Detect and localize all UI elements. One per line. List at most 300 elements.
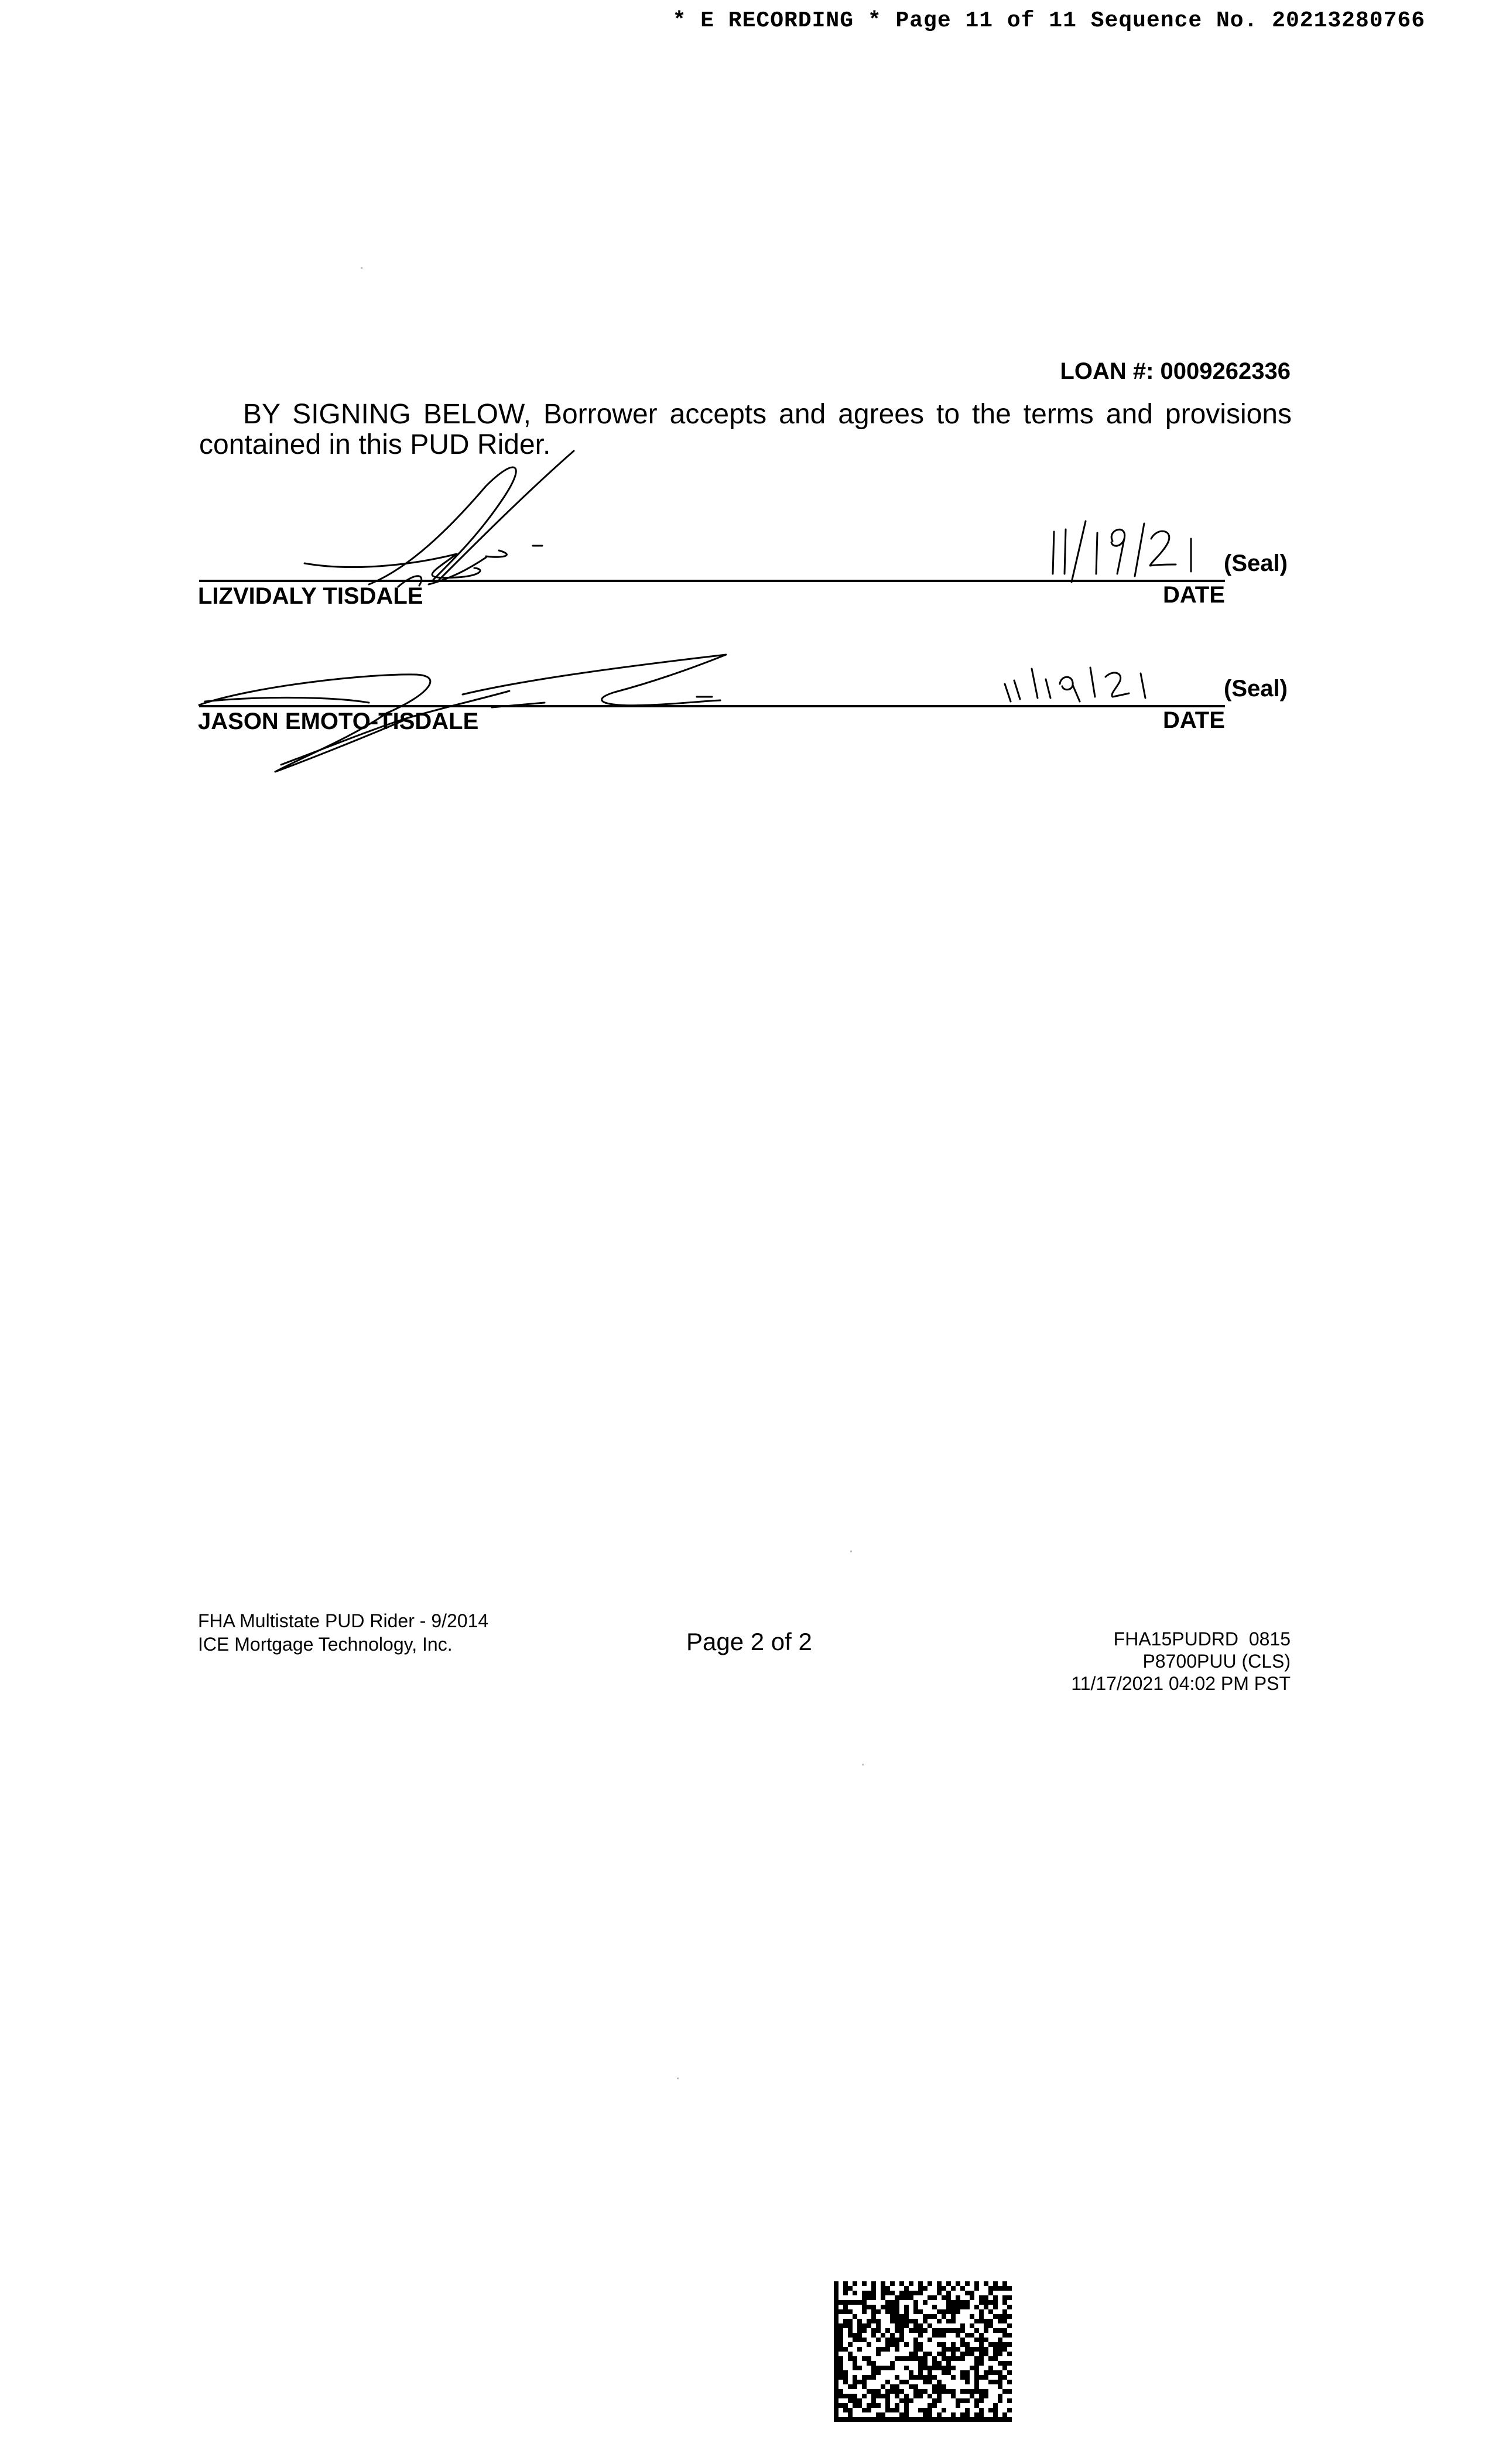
barcode-module: [871, 2291, 876, 2295]
barcode-module: [974, 2347, 979, 2352]
barcode-module: [928, 2417, 932, 2422]
barcode-module: [984, 2417, 988, 2422]
barcode-module: [918, 2323, 923, 2328]
barcode-module: [932, 2375, 937, 2380]
barcode-module: [960, 2305, 965, 2309]
barcode-module: [1002, 2412, 1007, 2417]
barcode-module: [862, 2281, 867, 2286]
barcode-module: [885, 2300, 890, 2305]
barcode-module: [979, 2347, 984, 2352]
barcode-module: [848, 2417, 853, 2422]
barcode-module: [913, 2342, 918, 2347]
barcode-module: [881, 2281, 885, 2286]
barcode-module: [928, 2412, 932, 2417]
barcode-module: [885, 2417, 890, 2422]
barcode-module: [839, 2389, 843, 2394]
barcode-module: [942, 2417, 946, 2422]
barcode-module: [965, 2412, 970, 2417]
barcode-module: [960, 2323, 965, 2328]
barcode-module: [848, 2323, 853, 2328]
barcode-module: [899, 2295, 904, 2300]
barcode-module: [942, 2295, 946, 2300]
barcode-module: [993, 2300, 998, 2305]
barcode-module: [885, 2338, 890, 2342]
barcode-module: [956, 2305, 960, 2309]
barcode-module: [974, 2328, 979, 2333]
barcode-module: [839, 2338, 843, 2342]
barcode-module: [890, 2366, 895, 2370]
barcode-module: [998, 2361, 1002, 2366]
barcode-module: [876, 2309, 881, 2314]
barcode-module: [895, 2356, 899, 2361]
barcode-module: [881, 2333, 885, 2338]
barcode-module: [988, 2408, 993, 2412]
barcode-module: [848, 2342, 853, 2347]
barcode-module: [885, 2328, 890, 2333]
barcode-module: [951, 2366, 956, 2370]
barcode-module: [937, 2291, 942, 2295]
barcode-module: [834, 2417, 839, 2422]
barcode-module: [895, 2300, 899, 2305]
barcode-module: [867, 2319, 871, 2323]
barcode-module: [918, 2286, 923, 2291]
barcode-module: [974, 2370, 979, 2375]
barcode-module: [923, 2389, 928, 2394]
barcode-module: [965, 2417, 970, 2422]
barcode-module: [942, 2352, 946, 2356]
barcode-module: [984, 2323, 988, 2328]
barcode-module: [853, 2281, 857, 2286]
barcode-module: [951, 2319, 956, 2323]
barcode-module: [942, 2342, 946, 2347]
barcode-module: [1002, 2389, 1007, 2394]
barcode-module: [853, 2361, 857, 2366]
seal-label: (Seal): [1224, 676, 1288, 701]
barcode-module: [885, 2403, 890, 2408]
barcode-module: [946, 2417, 951, 2422]
barcode-module: [904, 2380, 909, 2384]
barcode-module: [918, 2389, 923, 2394]
barcode-module: [974, 2338, 979, 2342]
barcode-module: [932, 2356, 937, 2361]
barcode-module: [899, 2412, 904, 2417]
barcode-module: [928, 2403, 932, 2408]
barcode-module: [899, 2328, 904, 2333]
barcode-module: [843, 2300, 848, 2305]
barcode-module: [951, 2328, 956, 2333]
barcode-module: [871, 2314, 876, 2319]
barcode-module: [895, 2417, 899, 2422]
barcode-module: [867, 2342, 871, 2347]
barcode-module: [871, 2319, 876, 2323]
barcode-module: [984, 2305, 988, 2309]
barcode-module: [932, 2361, 937, 2366]
barcode-module: [984, 2370, 988, 2375]
barcode-module: [871, 2417, 876, 2422]
barcode-module: [857, 2300, 862, 2305]
barcode-module: [848, 2328, 853, 2333]
barcode-module: [1002, 2286, 1007, 2291]
barcode-module: [895, 2384, 899, 2389]
barcode-module: [965, 2389, 970, 2394]
barcode-module: [885, 2398, 890, 2403]
signature-jason-emoto-tisdale: [193, 644, 755, 785]
barcode-module: [1002, 2281, 1007, 2286]
barcode-module: [1002, 2366, 1007, 2370]
barcode-module: [951, 2309, 956, 2314]
barcode-module: [871, 2286, 876, 2291]
barcode-module: [923, 2361, 928, 2366]
barcode-module: [993, 2314, 998, 2319]
barcode-module: [946, 2319, 951, 2323]
barcode-module: [1002, 2342, 1007, 2347]
barcode-module: [909, 2281, 913, 2286]
barcode-module: [998, 2319, 1002, 2323]
barcode-module: [988, 2380, 993, 2384]
barcode-module: [998, 2286, 1002, 2291]
barcode-module: [853, 2384, 857, 2389]
barcode-module: [895, 2305, 899, 2309]
barcode-module: [834, 2408, 839, 2412]
barcode-module: [928, 2375, 932, 2380]
barcode-module: [834, 2361, 839, 2366]
barcode-module: [862, 2356, 867, 2361]
handwritten-date-1: [1042, 518, 1206, 588]
borrower-name: JASON EMOTO-TISDALE: [198, 709, 479, 734]
barcode-module: [937, 2380, 942, 2384]
barcode-module: [928, 2281, 932, 2286]
barcode-module: [951, 2305, 956, 2309]
barcode-module: [942, 2366, 946, 2370]
barcode-module: [960, 2389, 965, 2394]
barcode-module: [834, 2347, 839, 2352]
barcode-module: [848, 2384, 853, 2389]
barcode-module: [899, 2389, 904, 2394]
barcode-module: [988, 2370, 993, 2375]
barcode-module: [895, 2314, 899, 2319]
barcode-module: [993, 2408, 998, 2412]
barcode-module: [839, 2394, 843, 2398]
barcode-module: [848, 2309, 853, 2314]
barcode-module: [984, 2389, 988, 2394]
barcode-module: [1007, 2314, 1012, 2319]
barcode-module: [984, 2375, 988, 2380]
barcode-module: [843, 2323, 848, 2328]
barcode-module: [834, 2398, 839, 2403]
barcode-module: [839, 2366, 843, 2370]
barcode-module: [857, 2366, 862, 2370]
barcode-module: [904, 2356, 909, 2361]
barcode-module: [932, 2417, 937, 2422]
barcode-module: [998, 2352, 1002, 2356]
barcode-module: [843, 2375, 848, 2380]
barcode-module: [979, 2295, 984, 2300]
barcode-module: [956, 2309, 960, 2314]
barcode-module: [834, 2380, 839, 2384]
barcode-module: [918, 2408, 923, 2412]
barcode-module: [965, 2281, 970, 2286]
barcode-module: [876, 2352, 881, 2356]
barcode-module: [951, 2394, 956, 2398]
barcode-module: [834, 2338, 839, 2342]
barcode-module: [928, 2338, 932, 2342]
barcode-module: [951, 2375, 956, 2380]
barcode-module: [974, 2286, 979, 2291]
barcode-module: [946, 2347, 951, 2352]
barcode-module: [843, 2291, 848, 2295]
barcode-module: [839, 2356, 843, 2361]
barcode-module: [862, 2384, 867, 2389]
barcode-module: [998, 2384, 1002, 2389]
barcode-module: [895, 2408, 899, 2412]
barcode-module: [979, 2361, 984, 2366]
barcode-module: [895, 2342, 899, 2347]
barcode-module: [834, 2328, 839, 2333]
barcode-module: [853, 2314, 857, 2319]
barcode-module: [946, 2309, 951, 2314]
barcode-module: [853, 2291, 857, 2295]
seal-label: (Seal): [1224, 550, 1288, 576]
barcode-module: [1007, 2361, 1012, 2366]
barcode-module: [843, 2309, 848, 2314]
barcode-module: [881, 2286, 885, 2291]
barcode-module: [918, 2366, 923, 2370]
barcode-module: [876, 2370, 881, 2375]
barcode-module: [848, 2300, 853, 2305]
barcode-module: [834, 2300, 839, 2305]
barcode-module: [960, 2286, 965, 2291]
barcode-module: [993, 2347, 998, 2352]
barcode-module: [890, 2342, 895, 2347]
barcode-module: [998, 2328, 1002, 2333]
barcode-module: [974, 2375, 979, 2380]
barcode-module: [928, 2352, 932, 2356]
date-label: DATE: [1163, 707, 1225, 733]
barcode-module: [998, 2347, 1002, 2352]
barcode-module: [834, 2291, 839, 2295]
barcode-module: [951, 2352, 956, 2356]
barcode-module: [937, 2394, 942, 2398]
barcode-module: [1002, 2295, 1007, 2300]
barcode-module: [899, 2291, 904, 2295]
page-number: Page 2 of 2: [686, 1628, 812, 1655]
barcode-module: [834, 2370, 839, 2375]
barcode-module: [904, 2412, 909, 2417]
barcode-module: [937, 2333, 942, 2338]
barcode-module: [843, 2417, 848, 2422]
barcode-module: [839, 2347, 843, 2352]
barcode-module: [974, 2356, 979, 2361]
barcode-module: [862, 2300, 867, 2305]
barcode-module: [904, 2319, 909, 2323]
barcode-module: [984, 2347, 988, 2352]
barcode-module: [960, 2356, 965, 2361]
signature-lizvidaly-tisdale: [281, 433, 609, 632]
barcode-module: [904, 2417, 909, 2422]
barcode-module: [993, 2370, 998, 2375]
barcode-module: [946, 2295, 951, 2300]
barcode-module: [937, 2319, 942, 2323]
barcode-module: [881, 2305, 885, 2309]
barcode-module: [871, 2370, 876, 2375]
barcode-module: [942, 2356, 946, 2361]
barcode-module: [843, 2394, 848, 2398]
barcode-module: [904, 2291, 909, 2295]
barcode-module: [946, 2361, 951, 2366]
barcode-module: [857, 2319, 862, 2323]
barcode-module: [904, 2323, 909, 2328]
barcode-module: [1007, 2323, 1012, 2328]
barcode-module: [928, 2380, 932, 2384]
scan-speck: [850, 1551, 852, 1552]
barcode-module: [918, 2333, 923, 2338]
barcode-module: [853, 2366, 857, 2370]
barcode-module: [946, 2370, 951, 2375]
barcode-module: [862, 2417, 867, 2422]
barcode-module: [946, 2291, 951, 2295]
barcode-module: [974, 2398, 979, 2403]
barcode-module: [871, 2305, 876, 2309]
barcode-module: [899, 2281, 904, 2286]
barcode-module: [984, 2328, 988, 2333]
barcode-module: [923, 2417, 928, 2422]
barcode-module: [932, 2295, 937, 2300]
barcode-module: [937, 2366, 942, 2370]
barcode-module: [871, 2309, 876, 2314]
barcode-module: [993, 2417, 998, 2422]
barcode-module: [867, 2403, 871, 2408]
barcode-module: [904, 2408, 909, 2412]
barcode-module: [993, 2403, 998, 2408]
barcode-module: [876, 2366, 881, 2370]
barcode-module: [965, 2375, 970, 2380]
barcode-module: [979, 2408, 984, 2412]
loan-number: LOAN #: 0009262336: [1060, 358, 1291, 384]
barcode-module: [839, 2300, 843, 2305]
barcode-module: [867, 2417, 871, 2422]
barcode-module: [843, 2408, 848, 2412]
barcode-module: [970, 2347, 974, 2352]
barcode-module: [899, 2356, 904, 2361]
barcode-module: [956, 2356, 960, 2361]
barcode-module: [937, 2412, 942, 2417]
barcode-module: [885, 2305, 890, 2309]
barcode-module: [956, 2417, 960, 2422]
barcode-module: [998, 2338, 1002, 2342]
barcode-module: [956, 2398, 960, 2403]
barcode-module: [965, 2305, 970, 2309]
barcode-module: [988, 2323, 993, 2328]
barcode-module: [899, 2338, 904, 2342]
barcode-module: [970, 2352, 974, 2356]
barcode-module: [857, 2333, 862, 2338]
barcode-module: [923, 2328, 928, 2333]
barcode-module: [913, 2417, 918, 2422]
barcode-module: [937, 2352, 942, 2356]
barcode-module: [857, 2403, 862, 2408]
barcode-module: [923, 2412, 928, 2417]
barcode-module: [853, 2417, 857, 2422]
barcode-module: [970, 2295, 974, 2300]
barcode-module: [853, 2394, 857, 2398]
barcode-module: [853, 2333, 857, 2338]
scan-speck: [862, 1764, 864, 1765]
barcode-module: [834, 2394, 839, 2398]
barcode-module: [909, 2398, 913, 2403]
barcode-module: [881, 2295, 885, 2300]
barcode-module: [876, 2338, 881, 2342]
barcode-module: [913, 2328, 918, 2333]
barcode-module: [1007, 2305, 1012, 2309]
barcode-module: [951, 2389, 956, 2394]
barcode-module: [853, 2300, 857, 2305]
barcode-module: [895, 2309, 899, 2314]
barcode-module: [885, 2394, 890, 2398]
barcode-module: [876, 2403, 881, 2408]
barcode-module: [965, 2370, 970, 2375]
barcode-module: [862, 2323, 867, 2328]
barcode-module: [895, 2323, 899, 2328]
barcode-module: [932, 2305, 937, 2309]
barcode-module: [867, 2356, 871, 2361]
barcode-module: [881, 2412, 885, 2417]
barcode-module: [895, 2347, 899, 2352]
barcode-module: [890, 2281, 895, 2286]
barcode-module: [885, 2309, 890, 2314]
barcode-module: [970, 2389, 974, 2394]
barcode-module: [1002, 2309, 1007, 2314]
barcode-module: [890, 2314, 895, 2319]
barcode-module: [918, 2375, 923, 2380]
barcode-module: [895, 2375, 899, 2380]
barcode-module: [1002, 2347, 1007, 2352]
barcode-module: [862, 2291, 867, 2295]
barcode-module: [909, 2295, 913, 2300]
barcode-module: [956, 2328, 960, 2333]
barcode-module: [984, 2394, 988, 2398]
barcode-module: [904, 2342, 909, 2347]
barcode-module: [834, 2375, 839, 2380]
barcode-module: [834, 2309, 839, 2314]
barcode-module: [923, 2319, 928, 2323]
barcode-module: [834, 2323, 839, 2328]
barcode-module: [1007, 2417, 1012, 2422]
barcode-module: [843, 2319, 848, 2323]
barcode-module: [839, 2328, 843, 2333]
barcode-module: [848, 2319, 853, 2323]
barcode-module: [923, 2286, 928, 2291]
barcode-module: [904, 2394, 909, 2398]
barcode-module: [834, 2366, 839, 2370]
barcode-module: [988, 2286, 993, 2291]
barcode-module: [998, 2370, 1002, 2375]
barcode-module: [970, 2394, 974, 2398]
barcode-module: [862, 2328, 867, 2333]
barcode-module: [923, 2366, 928, 2370]
barcode-module: [885, 2408, 890, 2412]
barcode-module: [867, 2408, 871, 2412]
barcode-module: [885, 2342, 890, 2347]
barcode-module: [965, 2347, 970, 2352]
date-label: DATE: [1163, 582, 1225, 608]
barcode-module: [965, 2300, 970, 2305]
barcode-module: [853, 2338, 857, 2342]
barcode-module: [857, 2380, 862, 2384]
barcode-module: [848, 2412, 853, 2417]
barcode-module: [932, 2333, 937, 2338]
barcode-module: [979, 2352, 984, 2356]
barcode-module: [942, 2309, 946, 2314]
